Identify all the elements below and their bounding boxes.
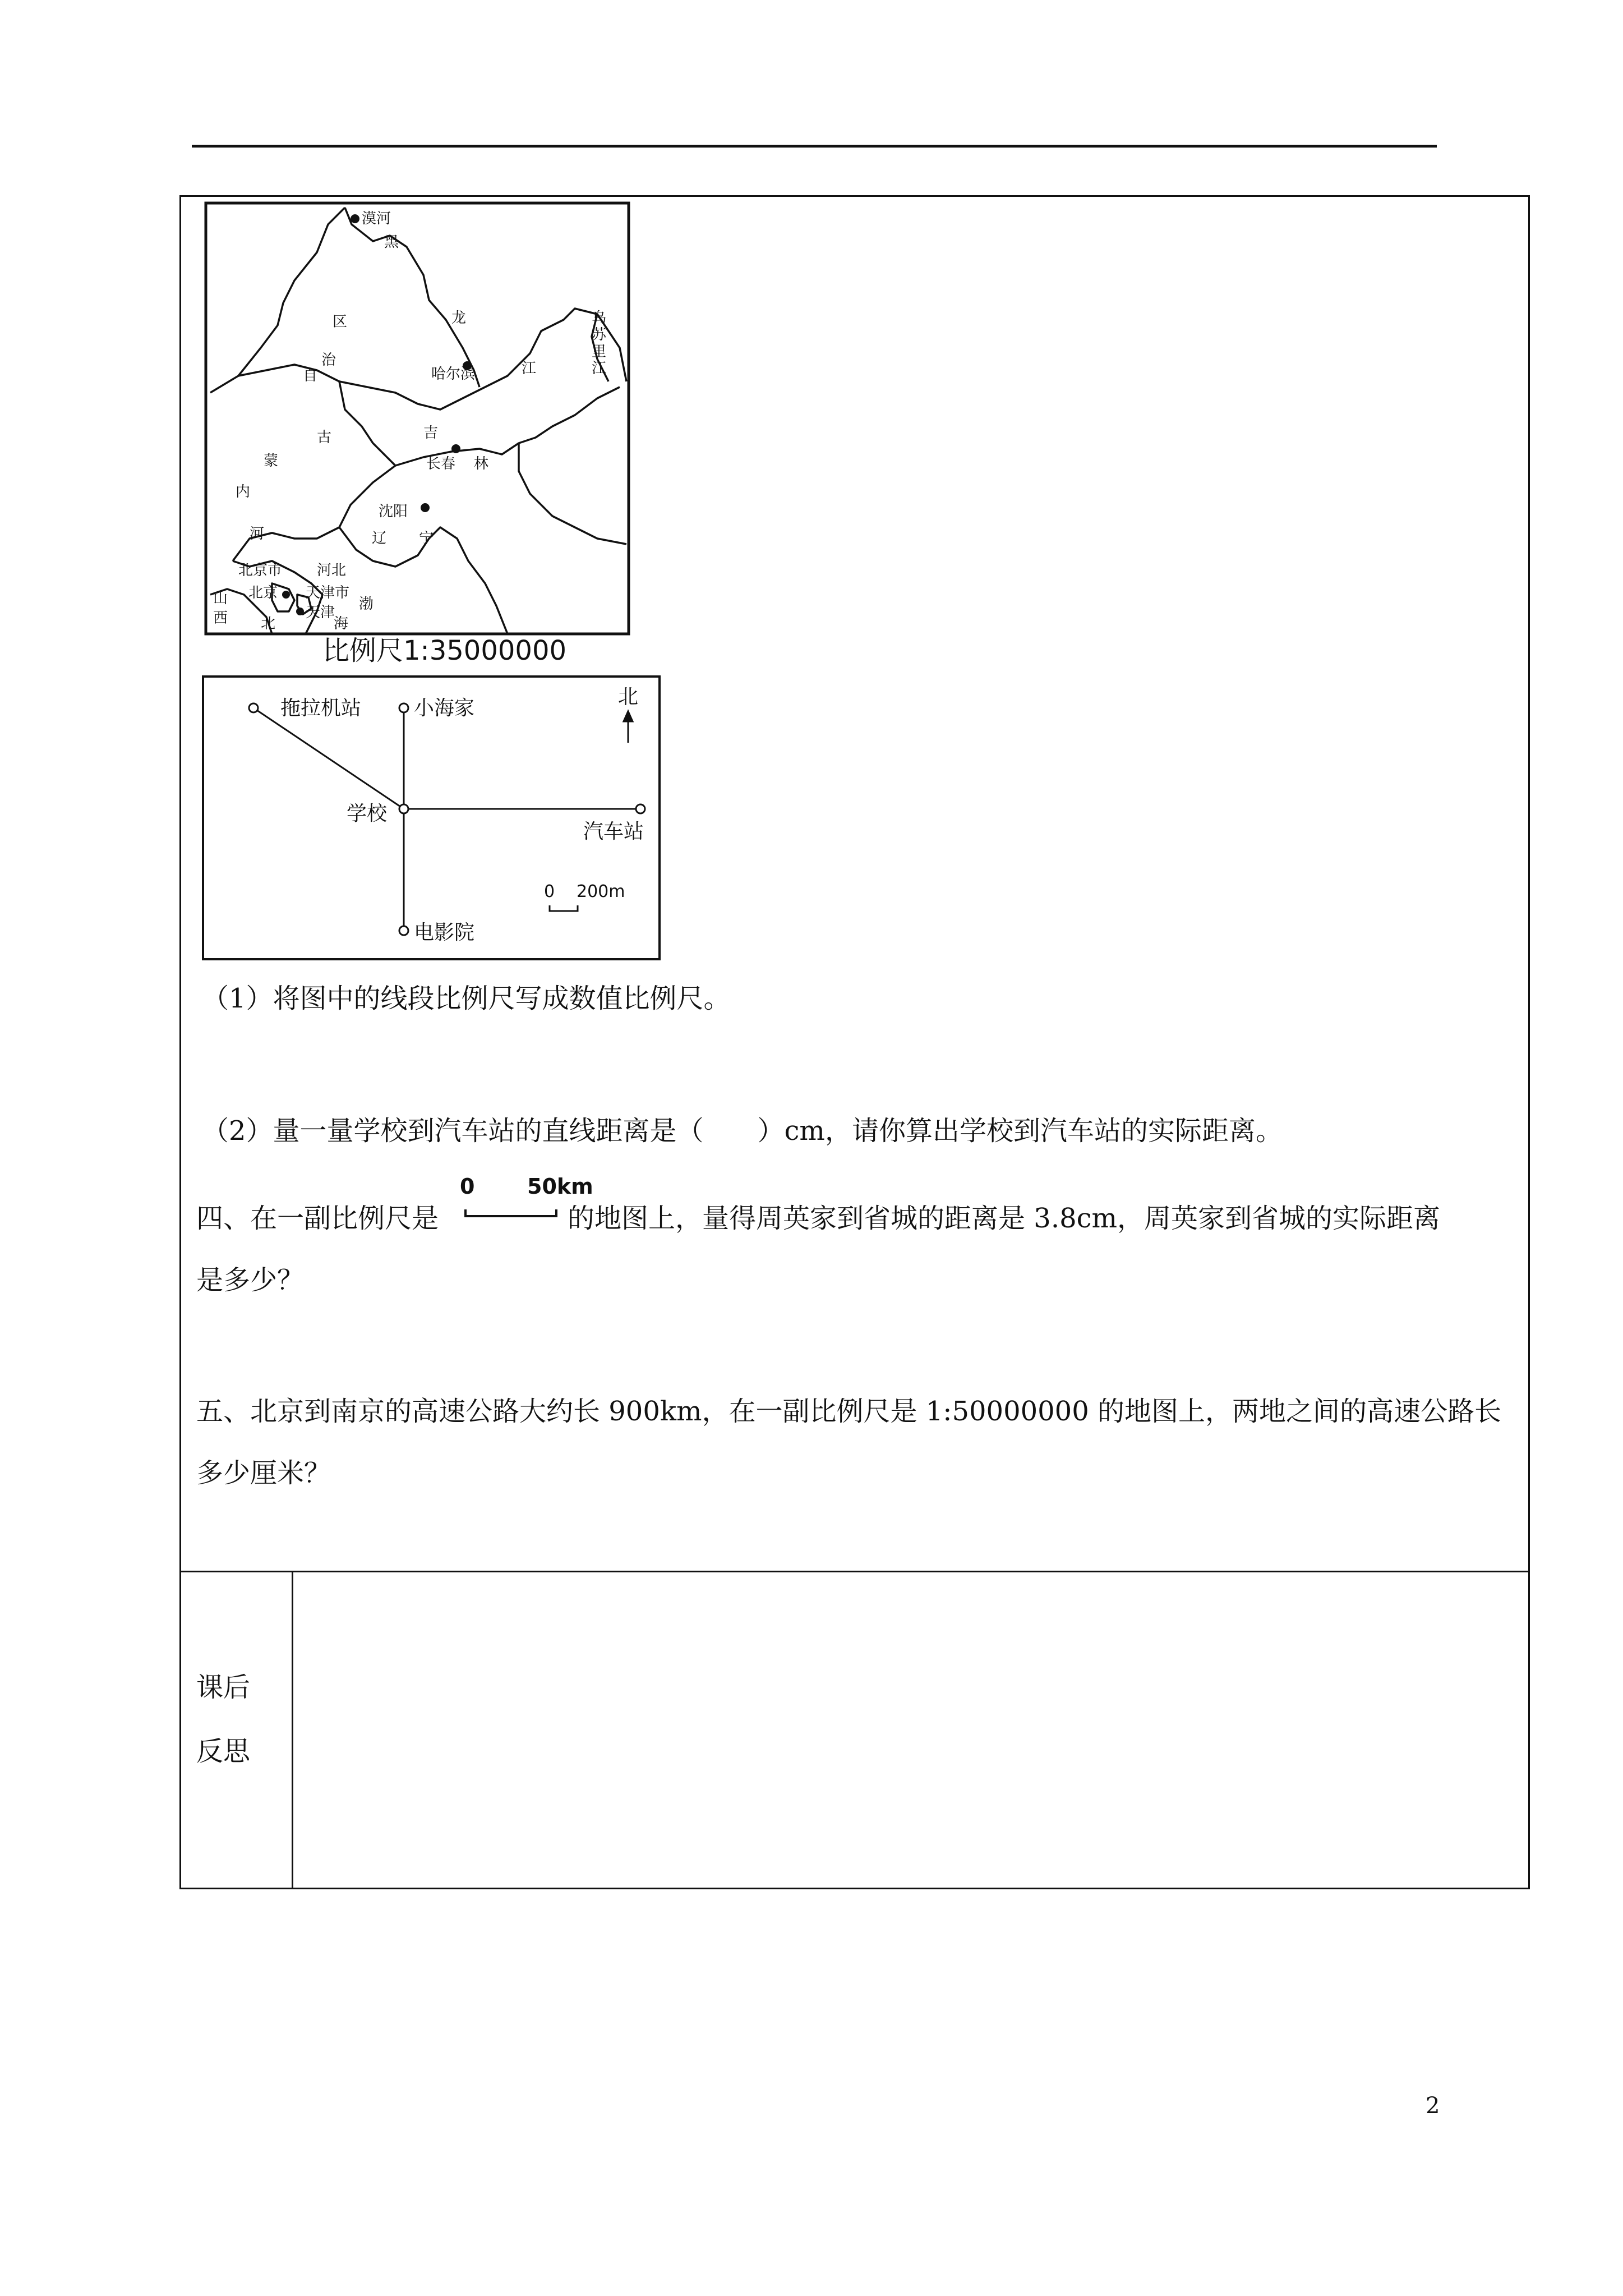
inline-scale-zero: 0 — [460, 1174, 475, 1199]
map-label-changchun: 长春 — [426, 455, 456, 472]
page-number: 2 — [1426, 2093, 1440, 2119]
reflection-label-line1: 课后 — [196, 1672, 251, 1703]
map-label-shenyang: 沈阳 — [379, 503, 408, 520]
inline-scale-value: 50km — [527, 1174, 593, 1199]
map-label-harbin: 哈尔滨 — [431, 366, 476, 383]
map-label-bei: 北 — [261, 615, 276, 632]
map-label-nei: 内 — [236, 484, 251, 500]
question-4-line1 — [196, 1203, 1440, 1235]
map-label-long: 龙 — [451, 310, 467, 326]
inline-scale-bar — [460, 1171, 593, 1227]
map-label-hei: 黑 — [384, 234, 399, 251]
map-label-wusuli-3: 里 — [592, 343, 607, 360]
map-label-ji: 吉 — [423, 425, 439, 441]
map-label-wusuli-4: 江 — [592, 360, 607, 377]
diagram-label-cinema: 电影院 — [414, 921, 475, 944]
map-label-wusuli-2: 苏 — [592, 326, 607, 343]
header-rule — [192, 145, 1437, 148]
reflection-label-line2: 反思 — [196, 1736, 251, 1767]
map-label-shan: 山 — [213, 590, 228, 607]
map-label-xi: 西 — [213, 610, 228, 627]
map-label-mohe: 漠河 — [362, 210, 391, 227]
table-column-divider — [292, 1571, 293, 1889]
map-label-gu: 古 — [317, 429, 332, 446]
question-5-line1: 五、北京到南京的高速公路大约长 900km，在一副比例尺是 1:50000000 的地图上，两地之间的高速公路长 — [196, 1396, 1502, 1427]
map-label-hai: 海 — [334, 615, 349, 632]
map-label-bo: 渤 — [359, 596, 374, 613]
question-4-line2: 是多少？ — [196, 1264, 305, 1296]
map-label-zhi: 治 — [321, 352, 336, 369]
map-label-beijing: 北京 — [248, 585, 278, 601]
diagram-label-xiaohaijia: 小海家 — [414, 697, 475, 720]
map-label-hebei-small: 河北 — [317, 562, 347, 579]
map-label-ning: 宁 — [419, 530, 434, 547]
north-arrow-label: 北 — [618, 685, 639, 708]
diagram-scale-value: 200m — [577, 882, 625, 901]
diagram-label-tuolaji: 拖拉机站 — [280, 697, 362, 720]
school-route-diagram — [202, 675, 661, 960]
table-row-divider — [179, 1571, 1530, 1572]
question-4-prefix: 四、在一副比例尺是 — [196, 1203, 439, 1234]
map-label-lin: 林 — [474, 455, 489, 472]
diagram-label-bus-station: 汽车站 — [583, 820, 644, 843]
map-label-liao: 辽 — [372, 530, 387, 547]
northeast-china-map — [205, 202, 630, 635]
map-label-tianjinshi: 天津市 — [306, 585, 350, 601]
question-2: （2）量一量学校到汽车站的直线距离是（ ）cm，请你算出学校到汽车站的实际距离。 — [202, 1115, 1283, 1147]
question-4-suffix: 的地图上，量得周英家到省城的距离是 3.8cm，周英家到省城的实际距离 — [568, 1203, 1441, 1234]
diagram-scale-zero: 0 — [544, 882, 555, 901]
map-scale-caption: 比例尺1:35000000 — [322, 635, 567, 666]
map-label-qu: 区 — [333, 314, 348, 330]
map-label-tianjin: 天津 — [306, 604, 335, 621]
map-label-beijingshi: 北京市 — [238, 562, 283, 579]
map-label-meng: 蒙 — [264, 453, 279, 470]
map-label-jiang: 江 — [522, 360, 537, 377]
map-label-he: 河 — [250, 526, 265, 542]
diagram-label-school: 学校 — [347, 802, 388, 825]
question-1: （1）将图中的线段比例尺写成数值比例尺。 — [202, 983, 731, 1014]
question-5-line2: 多少厘米？ — [196, 1457, 331, 1489]
map-label-zi: 自 — [303, 367, 318, 384]
map-label-wusuli-1: 乌 — [592, 310, 607, 326]
